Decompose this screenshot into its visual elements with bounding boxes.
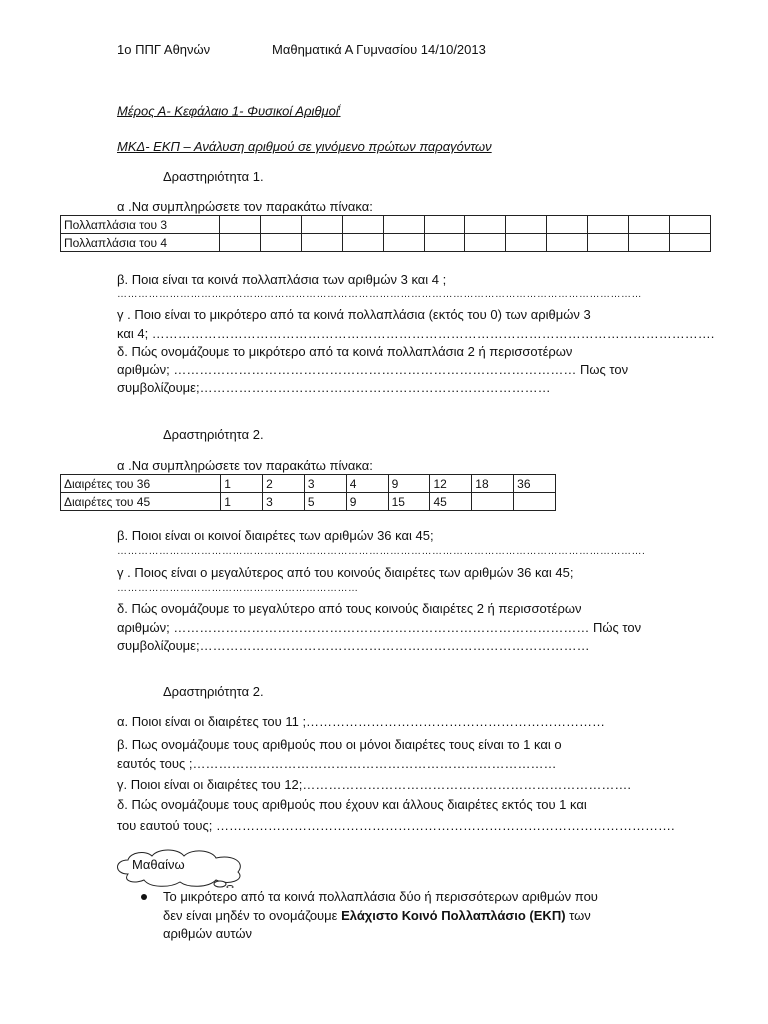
learn-text-line1: Το μικρότερο από τα κοινά πολλαπλάσια δύο ή περισσότερων αριθμών που (163, 889, 598, 904)
table-cell[interactable] (629, 234, 670, 252)
table-cell: 1 (221, 493, 263, 511)
a2-question-d-line1: δ. Πώς ονομάζουμε το μεγαλύτερο από τους κοινούς διαιρέτες 2 ή περισσοτέρων (117, 601, 582, 616)
table-row (61, 475, 556, 493)
table-cell: 18 (472, 475, 514, 493)
table-cell: 2 (263, 475, 305, 493)
table-cell[interactable] (260, 216, 301, 234)
a1-question-d-line2[interactable]: αριθμών; ………………………………………………………………………………… Πως τον (117, 362, 629, 377)
table-cell[interactable] (342, 234, 383, 252)
activity2-heading: Δραστηριότητα 2. (163, 427, 264, 442)
a1-question-d-line3[interactable]: συμβολίζουμε;……………………………………………………………………… (117, 380, 551, 395)
a2-answer-line-b[interactable]: ……………………………………………………………………………………………………………………………………. (117, 546, 646, 557)
row-label: Διαιρέτες του 36 (61, 475, 221, 493)
table-cell[interactable] (629, 216, 670, 234)
table-cell[interactable] (669, 216, 710, 234)
a3-question-d-line1: δ. Πώς ονομάζουμε τους αριθμούς που έχουν και άλλους διαιρέτες εκτός του 1 και (117, 797, 587, 812)
table-cell[interactable] (465, 216, 506, 234)
activity3-heading: Δραστηριότητα 2. (163, 684, 264, 699)
learn-text-line2 (163, 908, 591, 923)
table-cell[interactable] (301, 234, 342, 252)
table-cell[interactable] (383, 216, 424, 234)
a3-question-b-line2[interactable]: εαυτός τους ;………………………………………………………………………… (117, 756, 557, 771)
table-cell[interactable] (342, 216, 383, 234)
table-cell[interactable] (547, 216, 588, 234)
divisors-table (60, 474, 556, 511)
a1-question-d-line1: δ. Πώς ονομάζουμε το μικρότερο από τα κοινά πολλαπλάσια 2 ή περισσοτέρων (117, 344, 573, 359)
topic-title: ΜΚΔ- ΕΚΠ – Ανάλυση αριθμού σε γινόμενο πρώτων παραγόντων (117, 139, 492, 154)
table-cell: 9 (346, 493, 388, 511)
activity1-instruction: α .Να συμπληρώσετε τον παρακάτω πίνακα: (117, 199, 373, 214)
row-label: Πολλαπλάσια του 3 (61, 216, 220, 234)
table-cell[interactable] (588, 234, 629, 252)
table-cell: 15 (388, 493, 430, 511)
row-label: Πολλαπλάσια του 4 (61, 234, 220, 252)
a1-question-c-line1: γ . Ποιο είναι το μικρότερο από τα κοινά πολλαπλάσια (εκτός του 0) των αριθμών 3 (117, 307, 591, 322)
table-cell[interactable] (383, 234, 424, 252)
table-cell[interactable] (506, 234, 547, 252)
learn-text-line2-start: δεν είναι μηδέν το ονομάζουμε (163, 908, 342, 923)
part-title (117, 103, 341, 118)
activity2-instruction: α .Να συμπληρώσετε τον παρακάτω πίνακα: (117, 458, 373, 473)
table-cell[interactable] (472, 493, 514, 511)
multiples-table (60, 215, 711, 252)
table-cell[interactable] (424, 216, 465, 234)
table-cell: 3 (304, 475, 346, 493)
learn-label: Μαθαίνω (132, 857, 185, 872)
a2-question-b: β. Ποιοι είναι οι κοινοί διαιρέτες των αριθμών 36 και 45; (117, 528, 434, 543)
table-cell[interactable] (588, 216, 629, 234)
table-cell: 9 (388, 475, 430, 493)
table-cell[interactable] (514, 493, 556, 511)
table-cell[interactable] (424, 234, 465, 252)
table-cell[interactable] (220, 216, 261, 234)
table-cell[interactable] (260, 234, 301, 252)
table-cell[interactable] (301, 216, 342, 234)
learn-text-line3: αριθμών αυτών (163, 926, 253, 941)
table-cell: 45 (430, 493, 472, 511)
a3-question-b-line1: β. Πως ονομάζουμε τους αριθμούς που οι μόνοι διαιρέτες τους είναι το 1 και ο (117, 737, 562, 752)
a2-answer-line-c[interactable]: …………………………………………………………… (117, 583, 359, 594)
row-label: Διαιρέτες του 45 (61, 493, 221, 511)
table-cell[interactable] (506, 216, 547, 234)
table-cell: 4 (346, 475, 388, 493)
table-cell: 12 (430, 475, 472, 493)
a2-question-d-line3[interactable]: συμβολίζουμε;……………………………………………………………………………… (117, 638, 590, 653)
table-cell[interactable] (465, 234, 506, 252)
table-cell: 36 (514, 475, 556, 493)
activity1-heading: Δραστηριότητα 1. (163, 169, 264, 184)
learn-text-line2-end: των (565, 908, 591, 923)
a3-question-d-line2[interactable]: του εαυτού τους; ……………………………………………………………………………………………. (117, 818, 675, 833)
a3-question-c[interactable]: γ. Ποιοι είναι οι διαιρέτες του 12;…………………………………………………………………. (117, 777, 632, 792)
a3-question-a[interactable]: α. Ποιοι είναι οι διαιρέτες του 11 ;…………………………………………………………… (117, 714, 606, 729)
bullet-icon (141, 894, 147, 900)
table-row (61, 216, 711, 234)
table-cell[interactable] (220, 234, 261, 252)
table-cell: 1 (221, 475, 263, 493)
a1-answer-line-b[interactable]: …………………………………………………………………………………………………………………………………… (117, 289, 642, 300)
a1-question-c-line2[interactable]: και 4; …………………………………………………………………………………………………………………. (117, 326, 715, 341)
table-cell: 5 (304, 493, 346, 511)
table-cell[interactable] (547, 234, 588, 252)
table-cell: 3 (263, 493, 305, 511)
a2-question-d-line2[interactable]: αριθμών; …………………………………………………………………………………… Πώς τον (117, 620, 642, 635)
part-title-sup: i (338, 103, 341, 112)
a1-question-b: β. Ποια είναι τα κοινά πολλαπλάσια των αριθμών 3 και 4 ; (117, 272, 447, 287)
table-cell[interactable] (669, 234, 710, 252)
a2-question-c: γ . Ποιος είναι ο μεγαλύτερος από του κοινούς διαιρέτες των αριθμών 36 και 45; (117, 565, 574, 580)
part-title-text: Μέρος Α- Κεφάλαιο 1- Φυσικοί Αριθμοί (117, 103, 339, 119)
header-school: 1ο ΠΠΓ Αθηνών (117, 42, 211, 57)
table-row (61, 234, 711, 252)
lcm-term: Ελάχιστο Κοινό Πολλαπλάσιο (ΕΚΠ) (341, 908, 566, 923)
header-subject-date: Μαθηματικά Α Γυμνασίου 14/10/2013 (272, 42, 486, 57)
table-row (61, 493, 556, 511)
